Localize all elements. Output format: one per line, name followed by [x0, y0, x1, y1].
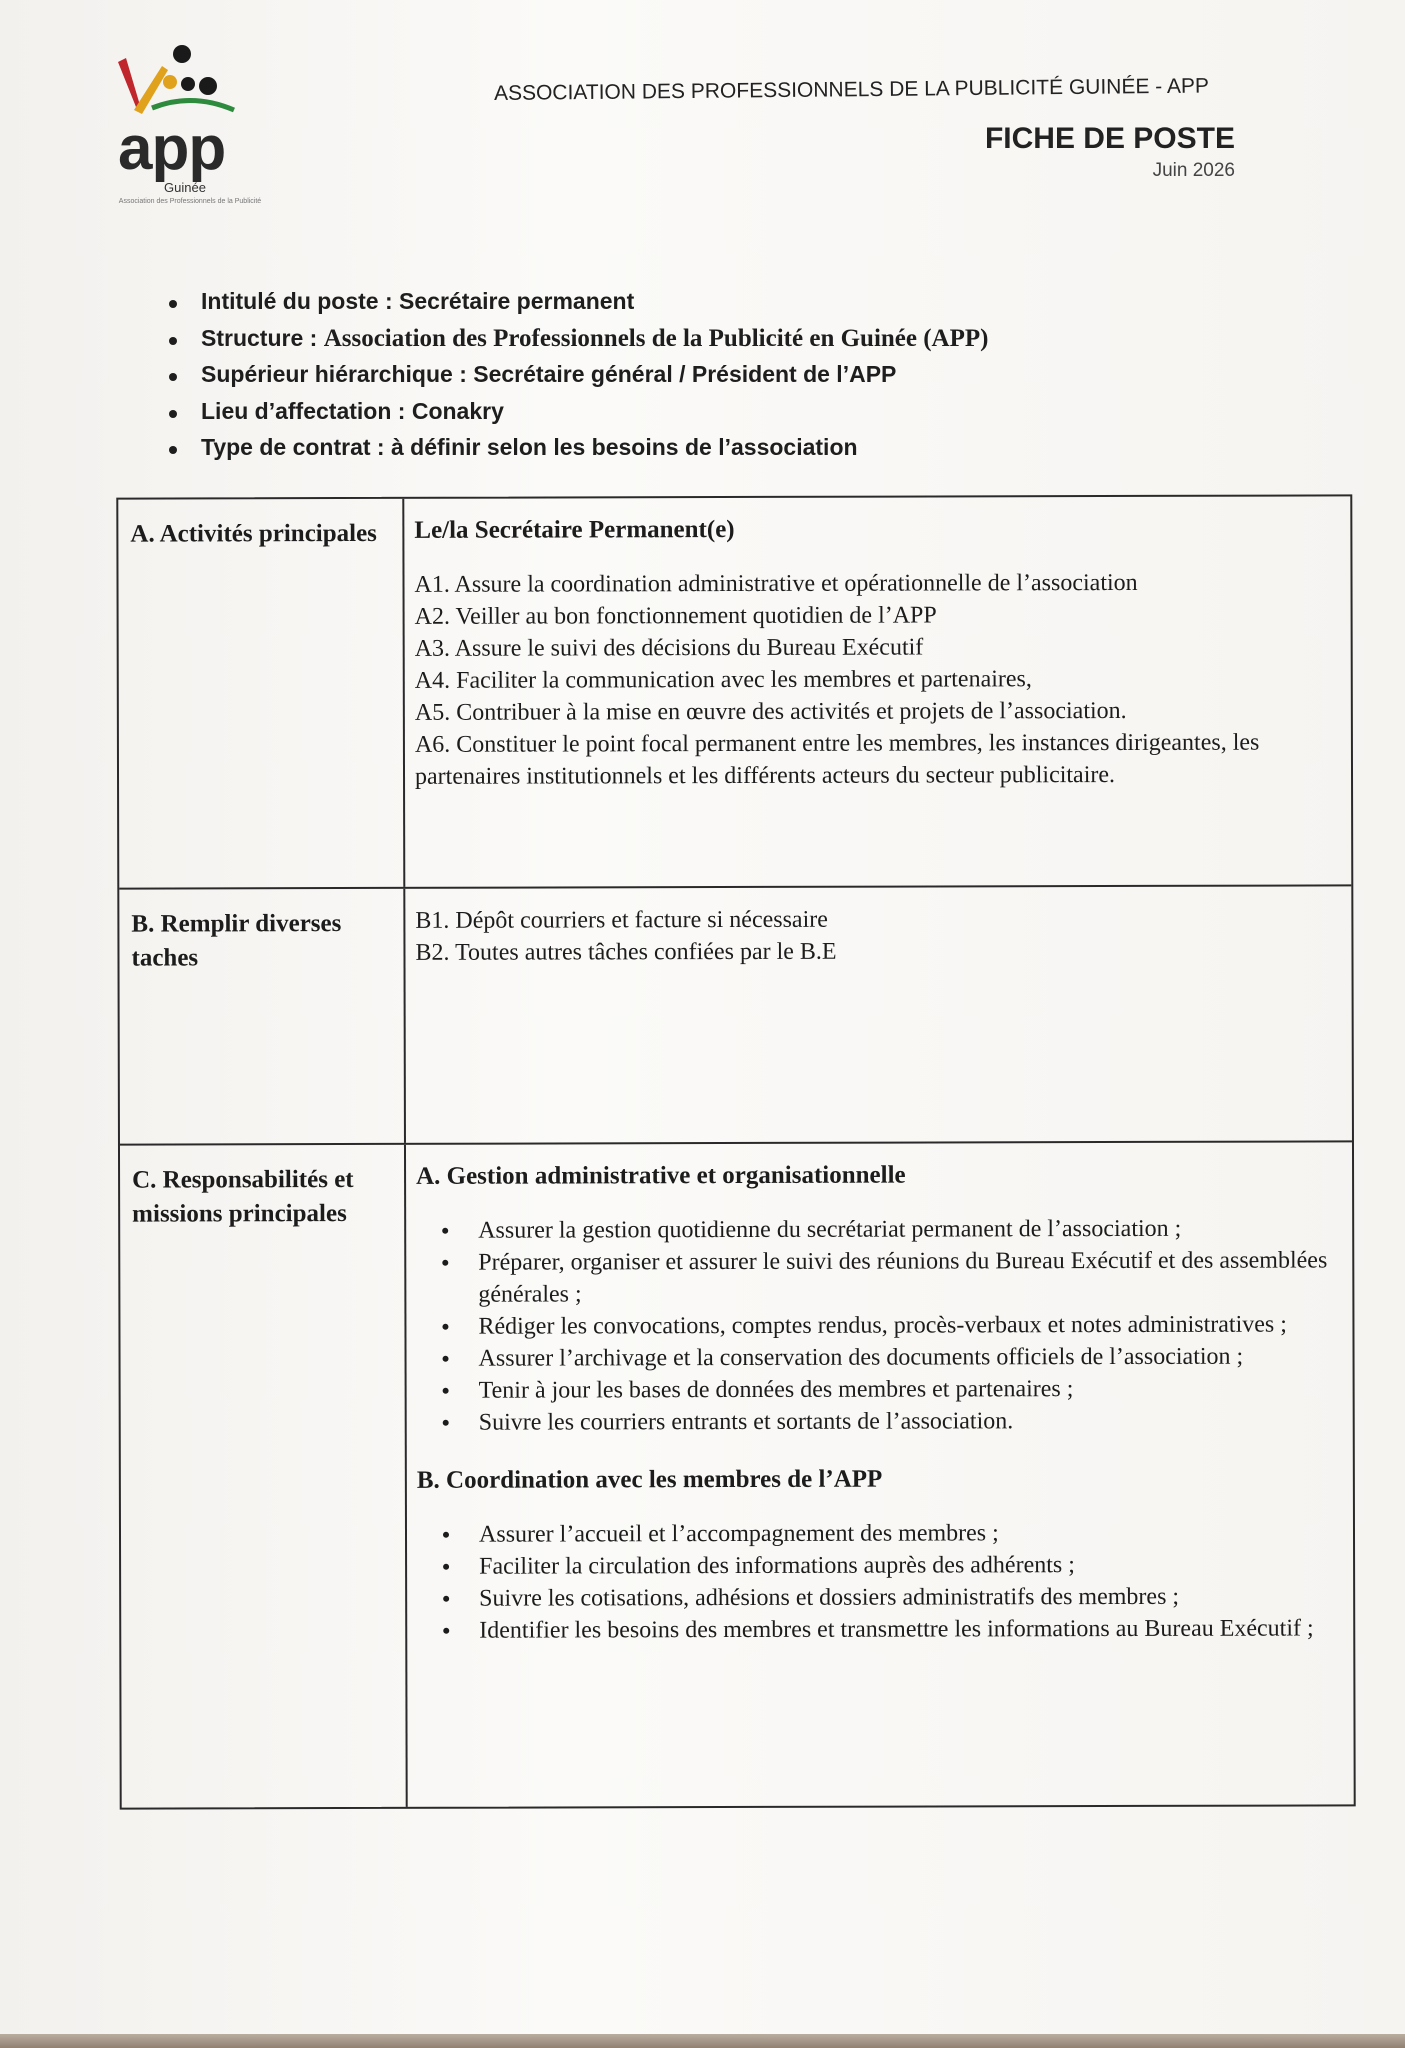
info-item-structure: Structure : Association des Professionnels de la Publicité en Guinée (APP): [166, 325, 988, 362]
list-item: Suivre les cotisations, adhésions et dossiers administratifs des membres ;: [479, 1580, 1339, 1614]
row-content: [405, 886, 1352, 1142]
job-description-table: [116, 494, 1355, 1809]
section-list: [417, 1516, 1339, 1646]
section-heading: A. Gestion administrative et organisationnelle: [416, 1161, 906, 1190]
row-label: C. Responsabilités et missions principales: [120, 1145, 408, 1808]
task-line: B1. Dépôt courriers et facture si nécessaire: [415, 906, 828, 934]
list-item: Tenir à jour les bases de données des membres et partenaires ;: [479, 1372, 1339, 1406]
row-label: A. Activités principales: [118, 499, 405, 888]
list-item: Faciliter la circulation des informations auprès des adhérents ;: [479, 1548, 1339, 1582]
list-item: Assurer l’accueil et l’accompagnement des membres ;: [479, 1516, 1339, 1550]
info-item-location: Lieu d’affectation : Conakry: [166, 398, 988, 435]
info-item-contract: Type de contrat : à définir selon les besoins de l’association: [166, 434, 988, 471]
activity-line: A1. Assure la coordination administrative et opérationnelle de l’association: [414, 569, 1138, 598]
activity-line: A6. Constituer le point focal permanent entre les membres, les instances dirigeantes, les partenaires institutionnels et les différents acteurs du secteur publicitaire.: [414, 729, 1260, 790]
list-item: Rédiger les convocations, comptes rendus, procès-verbaux et notes administratives ;: [478, 1308, 1338, 1342]
job-info-list: [166, 288, 988, 471]
list-item: Préparer, organiser et assurer le suivi des réunions du Bureau Exécutif et des assemblées générales ;: [478, 1244, 1338, 1310]
activity-line: A2. Veiller au bon fonctionnement quotidien de l’APP: [414, 602, 937, 630]
activity-line: A5. Contribuer à la mise en œuvre des activités et projets de l’association.: [414, 697, 1127, 726]
list-item: Suivre les courriers entrants et sortants de l’association.: [479, 1404, 1339, 1438]
table-row-activities: [118, 496, 1351, 889]
logo-country: Guinée: [164, 180, 206, 195]
row-label: B. Remplir diverses taches: [119, 889, 406, 1144]
app-logo: [112, 40, 262, 230]
list-item: Assurer l’archivage et la conservation des documents officiels de l’association ;: [478, 1340, 1338, 1374]
list-item: Identifier les besoins des membres et transmettre les informations au Bureau Exécutif ;: [479, 1612, 1339, 1646]
header-organization: ASSOCIATION DES PROFESSIONNELS DE LA PUBLICITÉ GUINÉE - APP: [493, 74, 1210, 105]
info-item-job-title: Intitulé du poste : Secrétaire permanent: [166, 288, 988, 325]
row-heading: Le/la Secrétaire Permanent(e): [414, 516, 735, 544]
section-list: [416, 1212, 1339, 1438]
list-item: Assurer la gestion quotidienne du secrétariat permanent de l’association ;: [478, 1212, 1338, 1246]
document-date: Juin 2026: [1152, 160, 1235, 181]
task-line: B2. Toutes autres tâches confiées par le B.E: [415, 938, 837, 966]
row-content: [404, 496, 1351, 886]
row-content: [406, 1142, 1354, 1806]
table-row-responsibilities: [120, 1142, 1354, 1807]
logo-wordmark: app: [118, 114, 226, 183]
activity-line: A3. Assure le suivi des décisions du Bureau Exécutif: [414, 634, 924, 662]
activity-line: A4. Faciliter la communication avec les membres et partenaires,: [414, 666, 1032, 694]
table-row-tasks: [119, 886, 1352, 1145]
section-heading: B. Coordination avec les membres de l’APP: [416, 1465, 883, 1494]
page-edge: [0, 2034, 1405, 2048]
info-item-supervisor: Supérieur hiérarchique : Secrétaire général / Président de l’APP: [166, 361, 988, 398]
document-title: FICHE DE POSTE: [984, 122, 1235, 155]
logo-tagline: Association des Professionnels de la Publicité: [118, 198, 262, 205]
